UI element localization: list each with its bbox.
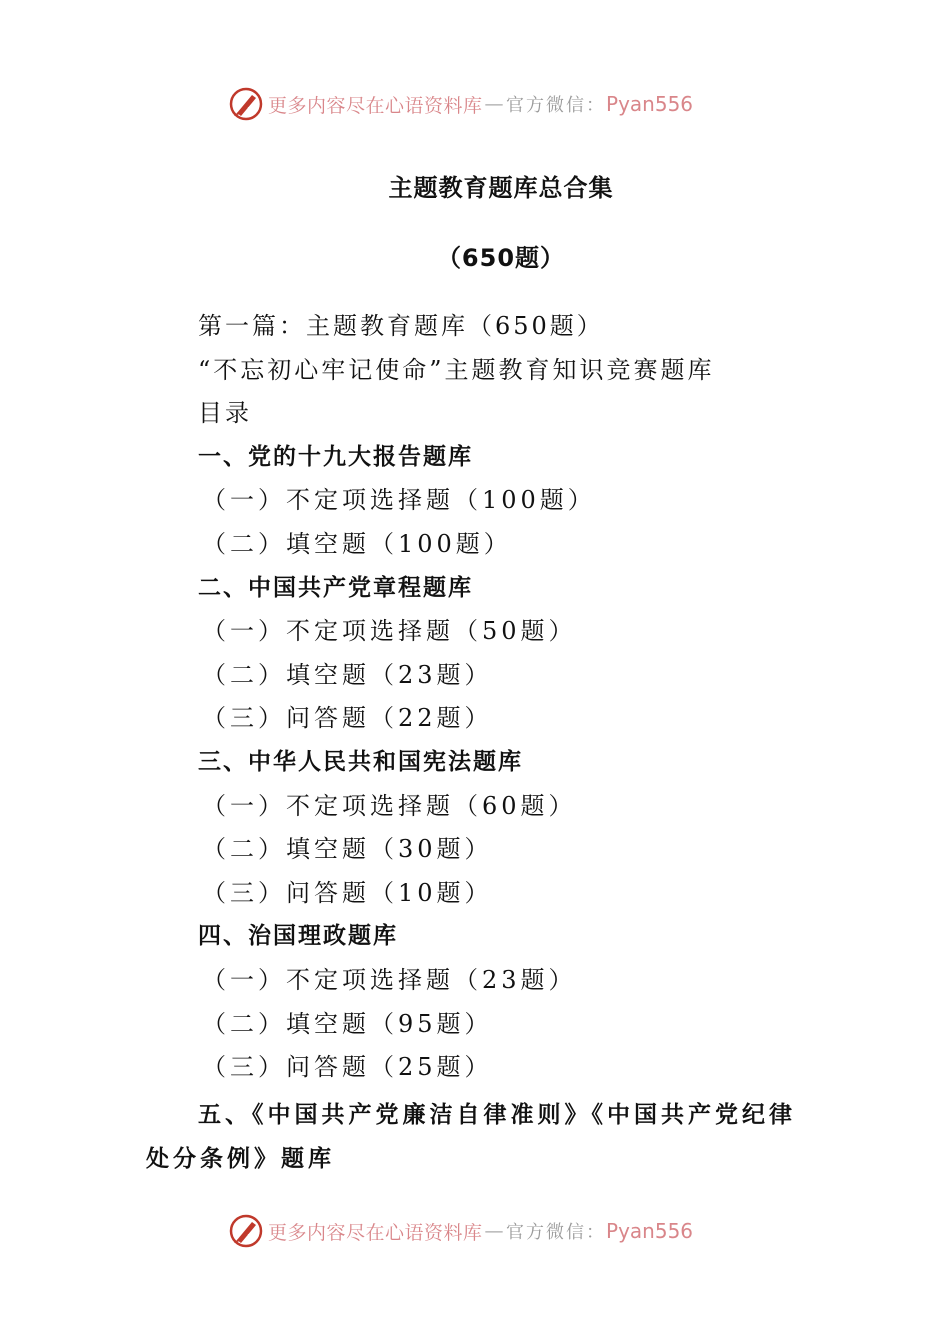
- toc-item: （一）不定项选择题（23题）: [202, 965, 577, 994]
- toc-item: （二）填空题（30题）: [202, 835, 493, 864]
- toc-item: （一）不定项选择题（60题）: [202, 791, 577, 820]
- footer-watermark: [228, 1211, 693, 1251]
- document-subtitle: （650题）: [436, 244, 566, 272]
- toc-label: 目录: [198, 399, 252, 428]
- section-heading-wrapped: 五、《中国共产党廉洁自律准则》《中国共产党纪律处分条例》题库: [146, 1101, 796, 1172]
- watermark-brand: 更多内容尽在心语资料库: [268, 1221, 483, 1244]
- watermark-brand: 更多内容尽在心语资料库: [268, 94, 483, 117]
- section-heading: 三、中华人民共和国宪法题库: [198, 748, 523, 775]
- watermark-label: 官方微信：: [506, 1222, 607, 1243]
- toc-item: （一）不定项选择题（100题）: [202, 486, 596, 515]
- header-watermark: [228, 84, 693, 124]
- watermark-wechat-id: Pyan556: [606, 1219, 694, 1243]
- section-heading: 四、治国理政题库: [198, 923, 398, 950]
- toc-item: （三）问答题（10题）: [202, 878, 493, 907]
- watermark-label: 官方微信：: [506, 95, 607, 116]
- toc-item: （三）问答题（25题）: [202, 1053, 493, 1082]
- toc-item: （二）填空题（95题）: [202, 1009, 493, 1038]
- quiz-title: “不忘初心牢记使命”主题教育知识竞赛题库: [198, 355, 715, 384]
- watermark-wechat-id: Pyan556: [606, 92, 694, 116]
- watermark-dash: —: [484, 1220, 505, 1242]
- section-heading: 二、中国共产党章程题库: [198, 574, 473, 601]
- section-heading: 一、党的十九大报告题库: [198, 443, 473, 470]
- document-title: 主题教育题库总合集: [388, 174, 614, 202]
- pen-circle-logo-icon: [228, 1213, 264, 1249]
- toc-item: （二）填空题（100题）: [202, 529, 512, 558]
- part-title: 第一篇：主题教育题库（650题）: [198, 312, 604, 340]
- toc-item: （三）问答题（22题）: [202, 704, 493, 733]
- document-body: [146, 305, 826, 1181]
- pen-circle-logo-icon: [228, 86, 264, 122]
- toc-item: （一）不定项选择题（50题）: [202, 617, 577, 646]
- watermark-dash: —: [484, 93, 505, 115]
- toc-item: （二）填空题（23题）: [202, 660, 493, 689]
